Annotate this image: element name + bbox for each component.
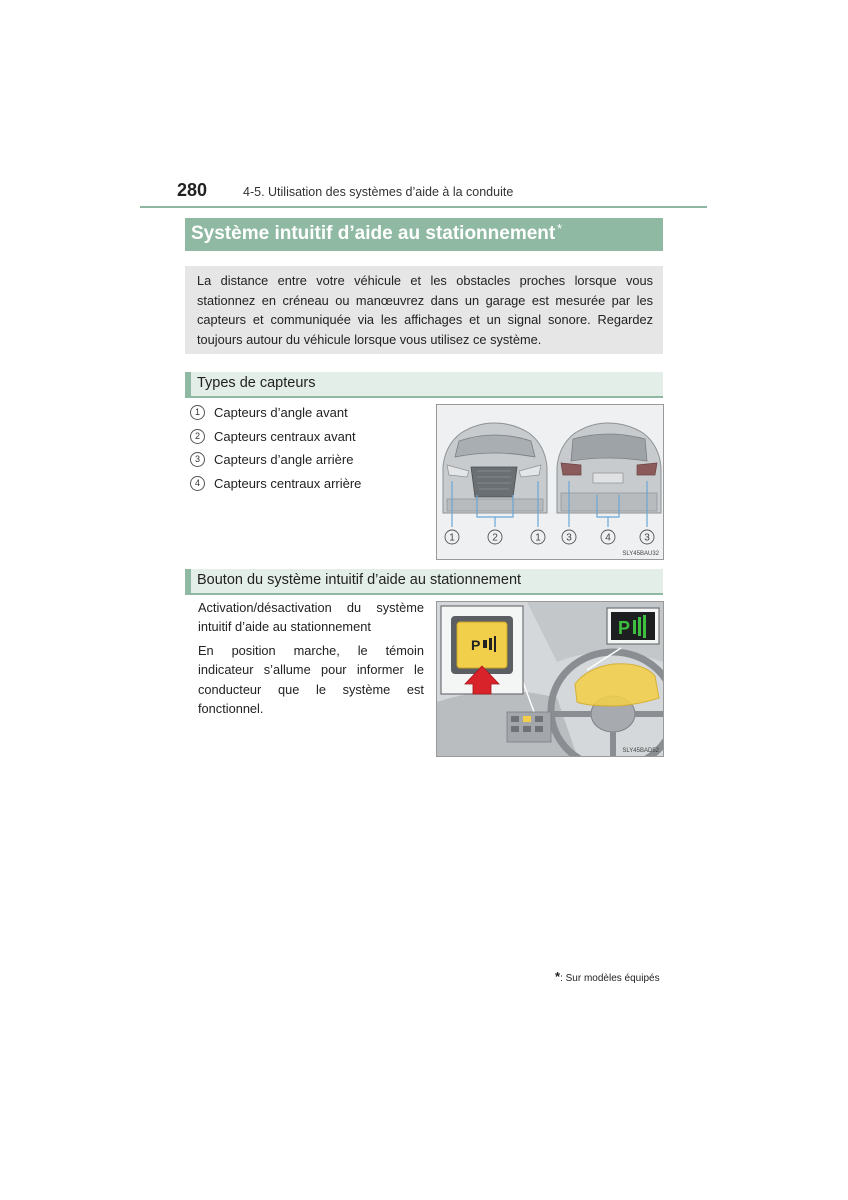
- footnote: [555, 969, 660, 984]
- number-badge: 4: [190, 476, 205, 491]
- sensor-label: Capteurs d’angle arrière: [214, 452, 354, 468]
- heading-accent-bar: [185, 372, 191, 398]
- sensor-label: Capteurs centraux arrière: [214, 475, 362, 491]
- button-description: Activation/désactivation du système intuitif d’aide au stationnement: [198, 600, 424, 635]
- intro-text: La distance entre votre véhicule et les obstacles proches lorsque vous stationnez en créneau ou manœuvrez dans un garage est mesurée par les capteurs et communiquée via les affichages et un signal sonore. Regardez toujours autour du véhicule lorsque vous utilisez ce système.: [197, 273, 653, 347]
- switch-panel-illustration: [507, 712, 551, 742]
- section-banner: [185, 218, 663, 251]
- heading-accent-bar: [185, 569, 191, 595]
- chapter-title: 4-5. Utilisation des systèmes d’aide à la conduite: [243, 185, 514, 199]
- indicator-description: En position marche, le témoin indicateur s’allume pour informer le conducteur que le système est fonctionnel.: [198, 643, 424, 717]
- footnote-text: : Sur modèles équipés: [560, 973, 660, 984]
- callout-label: 1: [535, 532, 541, 544]
- dashboard-illustration: [437, 602, 663, 756]
- figure-code: SLY45BAD52: [622, 748, 659, 754]
- page-number: 280: [177, 180, 208, 200]
- list-item: [190, 425, 361, 449]
- sensor-types-heading: [185, 372, 663, 398]
- number-badge: 2: [190, 429, 205, 444]
- front-car-illustration: [443, 423, 547, 513]
- dashboard-figure: [436, 601, 664, 757]
- sensor-label: Capteurs centraux avant: [214, 428, 356, 444]
- callout-label: 1: [449, 532, 455, 544]
- equipped-asterisk: *: [557, 221, 563, 236]
- sensor-location-figure: [436, 404, 664, 560]
- callout-label: 3: [644, 532, 650, 544]
- car-sensor-illustration: [437, 405, 663, 559]
- intro-box: [185, 266, 663, 354]
- figure-code: SLY45BAU32: [622, 551, 659, 557]
- callout-label: 3: [566, 532, 572, 544]
- list-item: [190, 448, 361, 472]
- section-title: Système intuitif d’aide au stationnement: [191, 223, 556, 244]
- sensor-types-title: Types de capteurs: [197, 375, 316, 391]
- callout-label: 2: [492, 532, 498, 544]
- list-item: [190, 401, 361, 425]
- footnote-asterisk: *: [555, 969, 561, 984]
- rear-car-illustration: [557, 423, 661, 513]
- indicator-inset: [607, 608, 659, 644]
- number-badge: 3: [190, 452, 205, 467]
- button-section-heading: [185, 569, 663, 595]
- list-item: [190, 472, 361, 496]
- button-section-title: Bouton du système intuitif d’aide au stationnement: [197, 572, 522, 588]
- button-p-symbol: P: [471, 637, 481, 653]
- callout-label: 4: [605, 532, 611, 544]
- header-rule: [140, 206, 707, 208]
- button-closeup-inset: [441, 606, 523, 694]
- sensor-list: [190, 401, 361, 495]
- parking-assist-button: [457, 622, 507, 668]
- indicator-p-symbol: P: [618, 618, 631, 638]
- number-badge: 1: [190, 405, 205, 420]
- sensor-label: Capteurs d’angle avant: [214, 405, 348, 421]
